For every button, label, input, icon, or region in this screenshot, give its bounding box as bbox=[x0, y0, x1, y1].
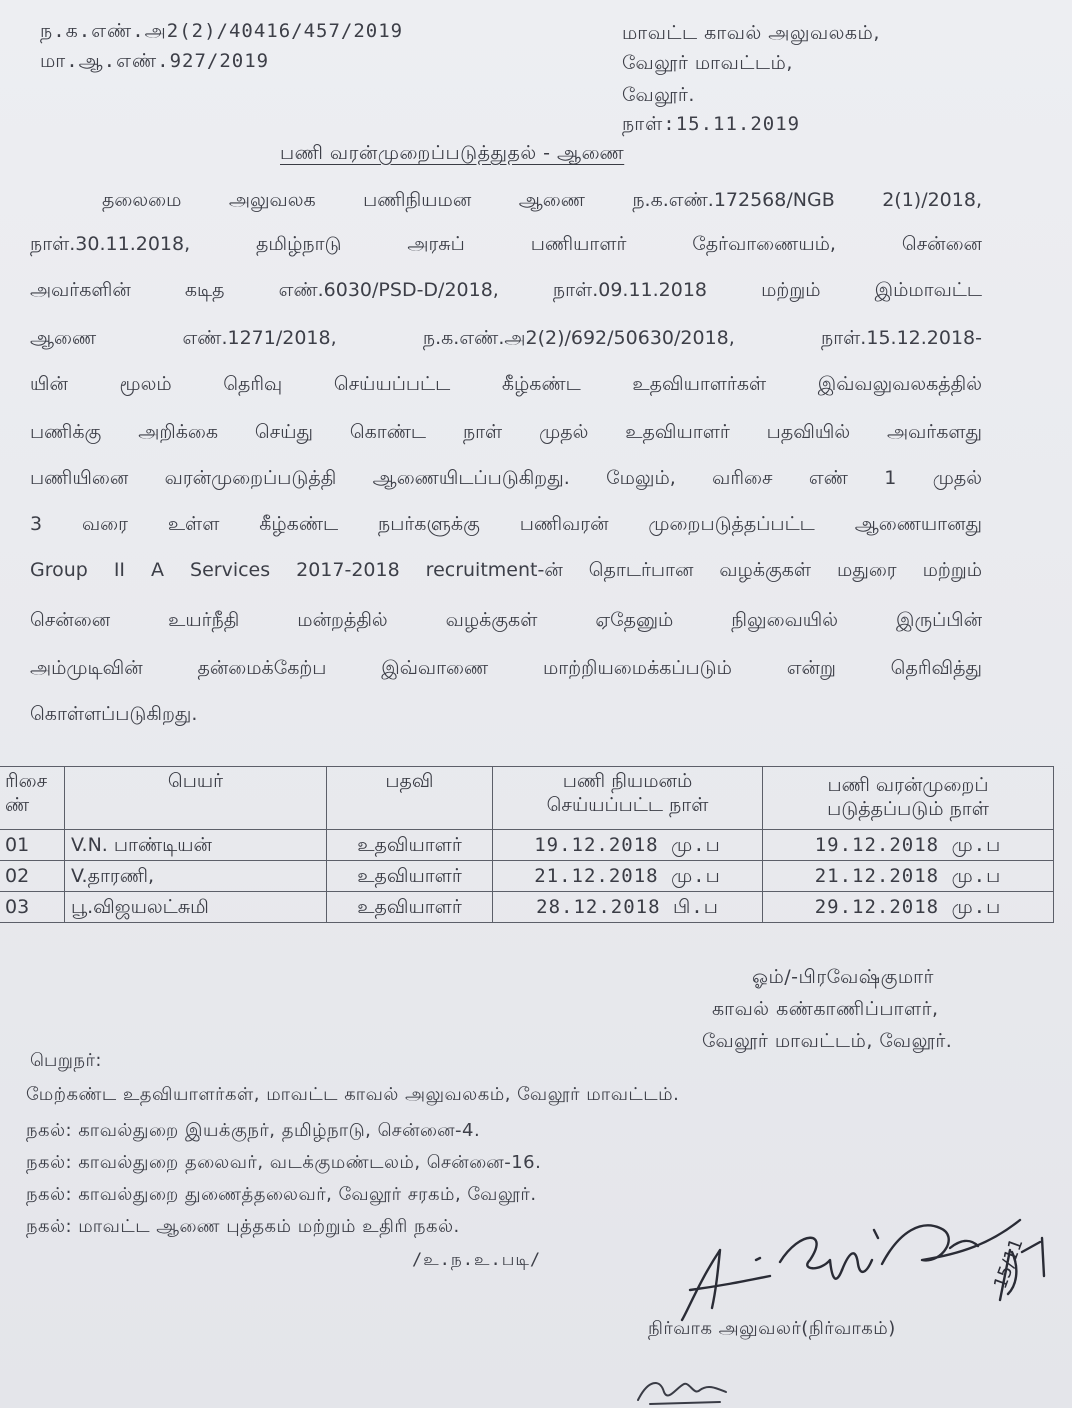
copy-line-3: நகல்: காவல்துறை துணைத்தலைவர், வேலூர் சரகம், வேலூர். bbox=[26, 1184, 537, 1205]
staff-table bbox=[0, 766, 1054, 923]
attested-copy-mark: /உ.ந.உ.படி/ bbox=[412, 1250, 542, 1270]
copy-line-4: நகல்: மாவட்ட ஆணை புத்தகம் மற்றும் உதிரி நகல். bbox=[26, 1216, 460, 1237]
body-line-10: சென்னை உயர்நீதி மன்றத்தில் வழக்குகள் ஏதேனும் நிலுவையில் இருப்பின் bbox=[30, 609, 982, 631]
body-line-8: 3 வரை உள்ள கீழ்கண்ட நபர்களுக்கு பணிவரன் முறைபடுத்தப்பட்ட ஆணையானது bbox=[30, 513, 982, 535]
header-regularised-date: பணி வரன்முறைப் படுத்தப்படும் நாள் bbox=[763, 767, 1054, 830]
row-post: உதவியாளர் bbox=[327, 892, 493, 923]
header-serial: ரிசை ண் bbox=[0, 767, 65, 830]
row-serial: 03 bbox=[0, 892, 65, 923]
row-appointed-date: 28.12.2018 பி.ப bbox=[493, 892, 763, 923]
row-serial: 01 bbox=[0, 830, 65, 861]
recipients-line: மேற்கண்ட உதவியாளர்கள், மாவட்ட காவல் அலுவலகம், வேலூர் மாவட்டம். bbox=[26, 1084, 680, 1105]
row-regularised-date: 29.12.2018 மு.ப bbox=[763, 892, 1054, 923]
row-post: உதவியாளர் bbox=[327, 830, 493, 861]
row-appointed-date: 19.12.2018 மு.ப bbox=[493, 830, 763, 861]
initials-mark bbox=[630, 1370, 740, 1408]
body-line-2: நாள்.30.11.2018, தமிழ்நாடு அரசுப் பணியாளர் தேர்வாணையம், சென்னை bbox=[30, 233, 982, 255]
row-post: உதவியாளர் bbox=[327, 861, 493, 892]
copy-line-2: நகல்: காவல்துறை தலைவர், வடக்குமண்டலம், சென்னை-16. bbox=[26, 1152, 542, 1173]
signatory-office: வேலூர் மாவட்டம், வேலூர். bbox=[702, 1030, 953, 1052]
header-appointed-date: பணி நியமனம் செய்யப்பட்ட நாள் bbox=[493, 767, 763, 830]
administrative-officer: நிர்வாக அலுவலர்(நிர்வாகம்) bbox=[648, 1318, 896, 1339]
signatory-designation: காவல் கண்காணிப்பாளர், bbox=[712, 998, 939, 1020]
table-row bbox=[0, 892, 1054, 923]
office-address-line1: மாவட்ட காவல் அலுவலகம், bbox=[622, 22, 880, 44]
row-regularised-date: 19.12.2018 மு.ப bbox=[763, 830, 1054, 861]
body-line-7: பணியினை வரன்முறைப்படுத்தி ஆணையிடப்படுகிறது. மேலும், வரிசை எண் 1 முதல் bbox=[30, 467, 982, 489]
body-line-11: அம்முடிவின் தன்மைக்கேற்ப இவ்வாணை மாற்றியமைக்கப்படும் என்று தெரிவித்து bbox=[30, 657, 982, 679]
body-line-3: அவர்களின் கடித எண்.6030/PSD-D/2018, நாள்.09.11.2018 மற்றும் இம்மாவட்ட bbox=[30, 279, 982, 301]
office-address-line3: வேலூர். bbox=[622, 84, 695, 106]
row-name: பூ.விஜயலட்சுமி bbox=[65, 892, 327, 923]
body-line-12: கொள்ளப்படுகிறது. bbox=[30, 703, 198, 725]
row-serial: 02 bbox=[0, 861, 65, 892]
table-row bbox=[0, 830, 1054, 861]
body-line-4: ஆணை எண்.1271/2018, ந.க.எண்.அ2(2)/692/50630/2018, நாள்.15.12.2018- bbox=[30, 327, 982, 349]
page-title: பணி வரன்முறைப்படுத்துதல் - ஆணை bbox=[280, 142, 625, 164]
copy-line-1: நகல்: காவல்துறை இயக்குநர், தமிழ்நாடு, சென்னை-4. bbox=[26, 1120, 481, 1141]
district-order-number: மா.ஆ.எண்.927/2019 bbox=[40, 50, 270, 72]
signature-date: 15/11 bbox=[989, 1235, 1028, 1292]
office-address-line2: வேலூர் மாவட்டம், bbox=[622, 52, 793, 74]
body-line-5: யின் மூலம் தெரிவு செய்யப்பட்ட கீழ்கண்ட உதவியாளர்கள் இவ்வலுவலகத்தில் bbox=[30, 373, 982, 395]
body-line-6: பணிக்கு அறிக்கை செய்து கொண்ட நாள் முதல் உதவியாளர் பதவியில் அவர்களது bbox=[30, 421, 982, 443]
body-line-1: தலைமை அலுவலக பணிநியமன ஆணை ந.க.எண்.172568/NGB 2(1)/2018, bbox=[102, 189, 982, 211]
row-name: V.தாரணி, bbox=[65, 861, 327, 892]
row-name: V.N. பாண்டியன் bbox=[65, 830, 327, 861]
reference-number: ந.க.எண்.அ2(2)/40416/457/2019 bbox=[40, 20, 404, 42]
recipients-label: பெறுநர்: bbox=[30, 1050, 102, 1071]
signatory-name: ஓம்/-பிரவேஷ்குமார் bbox=[752, 966, 934, 988]
header-name: பெயர் bbox=[65, 767, 327, 830]
row-regularised-date: 21.12.2018 மு.ப bbox=[763, 861, 1054, 892]
order-date: நாள்:15.11.2019 bbox=[622, 113, 801, 135]
table-header-row bbox=[0, 767, 1054, 830]
row-appointed-date: 21.12.2018 மு.ப bbox=[493, 861, 763, 892]
table-row bbox=[0, 861, 1054, 892]
header-post: பதவி bbox=[327, 767, 493, 830]
body-line-9: Group II A Services 2017-2018 recruitment-ன் தொடர்பான வழக்குகள் மதுரை மற்றும் bbox=[30, 559, 982, 581]
